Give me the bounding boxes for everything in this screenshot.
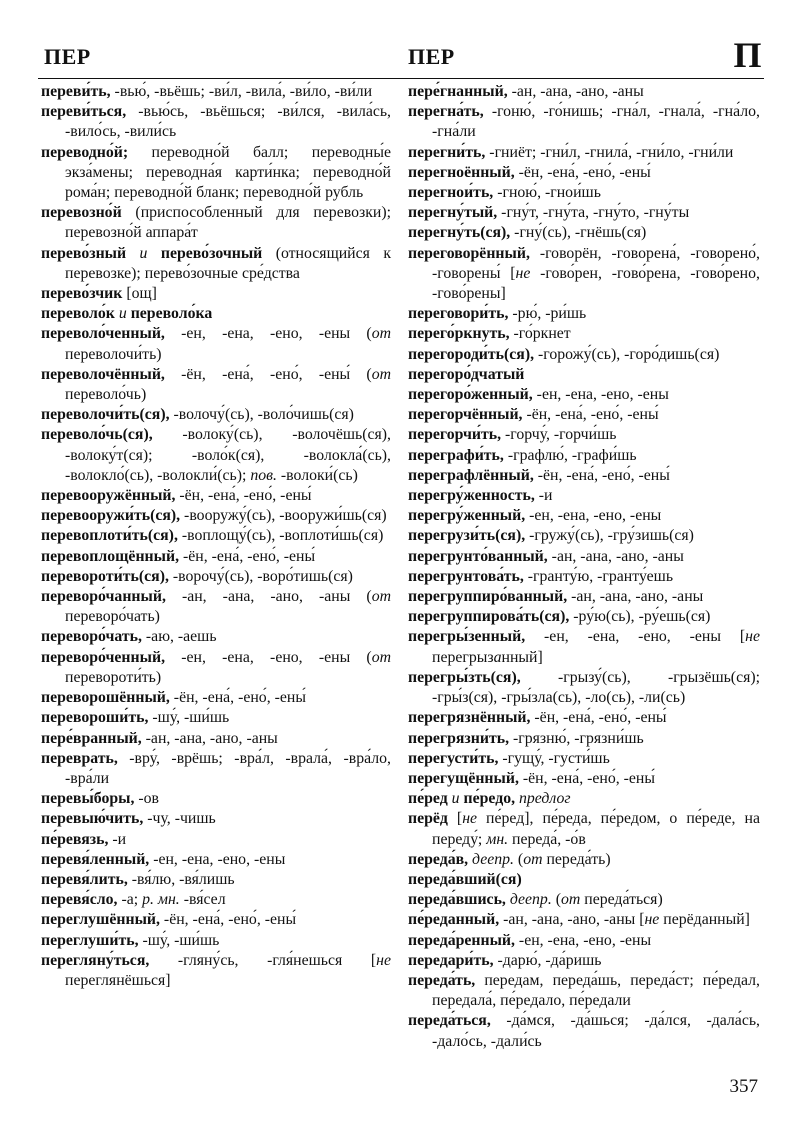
entry-text: перёданный]	[659, 911, 750, 929]
headword: перeграфи́ть,	[408, 446, 504, 464]
dictionary-entry	[41, 82, 391, 102]
dictionary-entry	[408, 729, 760, 749]
headword: переволо́ка	[130, 305, 213, 323]
entry-text: переводно́й балл; переводны́е экза́мены; переводна́я карти́нка; переводно́й рома́н; переводно́й бланк; переводно́й рубль	[65, 143, 391, 202]
dictionary-entry	[408, 789, 760, 809]
dictionary-entry	[41, 910, 391, 930]
headword: перегорчи́ть,	[408, 426, 502, 444]
dictionary-entry	[408, 82, 760, 102]
dictionary-entry	[41, 425, 391, 486]
entry-text: передам, переда́шь, переда́ст; пе́редал, передала́, пе́редало, пе́редали	[432, 971, 760, 1010]
entry-text: -ру́ю(сь), -ру́ешь(ся)	[569, 608, 711, 626]
dictionary-entry	[408, 466, 760, 486]
entry-text: -ён, -ена́, -ено́, -ены́	[530, 709, 667, 727]
headword: переговорённый,	[408, 244, 530, 262]
headword: пе́редо,	[463, 790, 516, 808]
entry-text: -вооружу́(сь), -вооружи́шь(ся)	[180, 507, 387, 525]
dictionary-entry	[408, 587, 760, 607]
headword: перегрунто́ванный,	[408, 547, 548, 565]
headword: перегни́ть,	[408, 143, 486, 161]
entry-text: переволочи́ть)	[65, 345, 162, 363]
dictionary-entry	[408, 324, 760, 344]
headword: перего́ркнуть,	[408, 325, 510, 343]
dictionary-entry	[408, 425, 760, 445]
dictionary-entry	[408, 385, 760, 405]
headword: перегну́тый,	[408, 204, 498, 222]
headword: пе́реданный,	[408, 911, 500, 929]
entry-text: -а;	[117, 891, 143, 909]
headword: перевя́лить,	[41, 870, 128, 888]
entry-text: -чу, -чишь	[143, 810, 216, 828]
headword: переда́ться,	[408, 1012, 491, 1030]
dictionary-entry	[408, 971, 760, 1011]
dictionary-entry	[41, 688, 391, 708]
section-letter: П	[733, 35, 762, 75]
dictionary-entry	[408, 607, 760, 627]
guide-word-left: ПЕР	[44, 44, 91, 69]
dictionary-entry	[41, 547, 391, 567]
headword: перегрязнённый,	[408, 709, 531, 727]
dictionary-entry	[41, 405, 391, 425]
grammar-note: не	[515, 264, 531, 282]
grammar-note: не	[376, 951, 391, 969]
dictionary-entry	[41, 870, 391, 890]
grammar-note: предлог	[515, 790, 571, 808]
headword: переда́в,	[408, 850, 469, 868]
entry-text: -ён, -ена́, -ено́, -ены́	[533, 466, 670, 484]
entry-text: -гною́, -гнои́шь	[493, 184, 601, 202]
headword: перево́зный	[41, 244, 127, 262]
entry-text: -ан, -ана, -ано, -аны	[567, 588, 704, 606]
dictionary-entry	[41, 850, 391, 870]
grammar-note: и	[126, 244, 161, 262]
entry-text: -и	[534, 487, 553, 505]
entry-text: -ен, -ена, -ено, -ены (	[164, 325, 372, 343]
page-number: 357	[729, 1076, 758, 1097]
dictionary-entry	[408, 526, 760, 546]
entry-text: (приспособленный для перевозки); перевозно́й аппара́т	[65, 204, 391, 242]
entry-text: -ан, -ана, -ано, -аны	[547, 547, 684, 565]
headword: перегоро́женный,	[408, 386, 533, 404]
dictionary-entry	[408, 304, 760, 324]
entry-text: -да́мся, -да́шься; -да́лся, -дала́сь, -дало́сь, -дали́сь	[432, 1012, 760, 1050]
headword: переволо́к	[41, 305, 115, 323]
headword: переви́ться,	[41, 103, 127, 121]
dictionary-entry	[41, 506, 391, 526]
grammar-note: деепр.	[468, 850, 514, 868]
entry-text: перегрыз	[432, 648, 494, 666]
entry-text: -вью́, -вьёшь; -ви́л, -вила́, -ви́ло, -ви́ли	[110, 83, 373, 100]
headword: перевя́сло,	[41, 891, 118, 909]
dictionary-entry	[41, 304, 391, 324]
dictionary-entry	[408, 506, 760, 526]
dictionary-entry	[41, 324, 391, 364]
dictionary-entry	[408, 446, 760, 466]
column-left	[41, 82, 391, 991]
grammar-note: и	[114, 305, 131, 323]
entry-text: переда́ться)	[580, 891, 663, 909]
grammar-note: от	[371, 325, 391, 343]
entry-text: нный]	[501, 648, 543, 666]
entry-text: -ён, -ена́, -ено́, -ены́	[159, 911, 297, 929]
headword: переволо́чь(ся),	[41, 426, 153, 444]
dictionary-entry	[408, 345, 760, 365]
headword: перегры́зенный,	[408, 628, 526, 646]
entry-text: -горчу́, -горчи́шь	[501, 426, 617, 444]
entry-text: -говорён, -говорена́, -говорено́, -говорены́ [	[432, 244, 760, 282]
entry-text: -грызу́(сь), -грызёшь(ся); -гры́з(ся), -гры́зла(сь), -ло(сь), -ли(сь)	[432, 668, 760, 707]
headword: перевооружённый,	[41, 487, 176, 505]
headword: перегрязни́ть,	[408, 729, 510, 747]
entry-text: -вя́сел	[179, 891, 226, 909]
headword: переворoти́ть(ся),	[41, 567, 169, 585]
dictionary-entry	[408, 486, 760, 506]
grammar-note: от	[371, 588, 391, 606]
headword: переви́ть,	[41, 83, 111, 100]
dictionary-entry	[41, 587, 391, 627]
dictionary-entry	[408, 567, 760, 587]
dictionary-entry	[408, 668, 760, 708]
entry-text: -ан, -ана, -ано, -аны	[141, 729, 278, 747]
headword: переда́ренный,	[408, 931, 515, 949]
entry-text: -ён, -ена́, -ено́, -ены́	[518, 769, 655, 787]
headword: пе́ревязь,	[41, 830, 109, 848]
entry-text: -воплощу́(сь), -воплоти́шь(ся)	[177, 527, 384, 545]
dictionary-entry	[408, 809, 760, 849]
entry-text: -ён, -ена́, -ено́, -ены́	[175, 487, 312, 505]
headword: переглуши́ть,	[41, 931, 139, 949]
headword: переволочённый,	[41, 365, 165, 383]
headword: перегруппиро́ванный,	[408, 588, 568, 606]
entry-text: -грязню́, -грязни́шь	[509, 729, 644, 747]
headword: переда́вшись,	[408, 891, 506, 909]
dictionary-entry	[408, 1011, 760, 1051]
grammar-note: от	[561, 891, 581, 909]
entry-text: -шу́, -ши́шь	[148, 709, 230, 727]
grammar-note: и	[447, 790, 464, 808]
headword: перeграфлённый,	[408, 466, 534, 484]
grammar-note: не	[745, 628, 760, 646]
entry-text: -гоню́, -го́нишь; -гна́л, -гнала́, -гна́ло, -гна́ли	[432, 103, 760, 141]
entry-text: -гранту́ю, -гранту́ешь	[523, 567, 674, 585]
dictionary-entry	[41, 809, 391, 829]
headword: перевооружи́ть(ся),	[41, 507, 181, 525]
entry-text: (	[513, 850, 524, 868]
headword: переводно́й;	[41, 143, 129, 161]
headword: перегну́ть(ся),	[408, 224, 511, 242]
entry-text: -ён, -ена́, -ено́, -ены́	[179, 547, 316, 565]
column-right	[408, 82, 760, 1052]
dictionary-entry	[41, 830, 391, 850]
dictionary-entry	[408, 223, 760, 243]
headword: перегляну́ться,	[41, 951, 150, 969]
headword: перевя́ленный,	[41, 850, 150, 868]
headword: переволо́ченный,	[41, 325, 165, 343]
dictionary-entry	[41, 951, 391, 991]
headword: перегры́зть(ся),	[408, 668, 521, 686]
entry-text: [ощ]	[122, 285, 157, 303]
entry-text: -ён, -ена́, -ено́, -ены́ (	[164, 365, 372, 383]
grammar-note: а	[493, 648, 502, 666]
dictionary-entry	[41, 627, 391, 647]
dictionary-entry	[41, 729, 391, 749]
headword: перево́зочный	[160, 244, 263, 262]
entry-text: -ворочу́(сь), -воро́тишь(ся)	[168, 567, 353, 585]
headword: переговори́ть,	[408, 305, 509, 323]
entry-text: -гово́рен, -гово́рена, -гово́рено, -гово́рены]	[432, 264, 760, 303]
grammar-note: деепр.	[505, 891, 552, 909]
dictionary-entry	[408, 850, 760, 870]
entry-text: -вру́, -врёшь; -вра́л, -врала́, -вра́ло, -вра́ли	[65, 749, 391, 787]
entry-text: переволо́чь)	[65, 386, 147, 404]
entry-text: (	[551, 891, 561, 909]
dictionary-entry	[41, 749, 391, 789]
headword: перевы́боры,	[41, 790, 135, 808]
entry-text: -гружу́(сь), -гру́зишь(ся)	[525, 527, 694, 545]
dictionary-entry	[408, 163, 760, 183]
entry-text: -ен, -ена, -ено, -ены [	[525, 628, 746, 646]
dictionary-entry	[408, 183, 760, 203]
entry-text: -ен, -ена, -ено, -ены	[532, 386, 669, 404]
entry-text: -горожу́(сь), -горо́дишь(ся)	[534, 345, 720, 363]
entry-text: переда́, -о́в	[508, 830, 586, 848]
entry-text: -ён, -ена́, -ено́, -ены́	[522, 406, 659, 424]
headword: перегоро́дчатый	[408, 365, 525, 383]
entry-text: -вью́сь, -вьёшься; -ви́лся, -вила́сь, -вило́сь, -вили́сь	[65, 103, 391, 141]
entry-text: -волоки́(сь)	[276, 466, 358, 484]
headword: переда́ть,	[408, 971, 476, 989]
entry-text: переглянёшься]	[65, 971, 171, 989]
entry-text: переворoти́ть)	[65, 668, 162, 686]
entry-text: -гну́т, -гну́та, -гну́то, -гну́ты	[497, 204, 690, 222]
headword: переворо́чанный,	[41, 588, 166, 606]
dictionary-entry	[408, 708, 760, 728]
dictionary-entry	[408, 365, 760, 385]
headword: перегусти́ть,	[408, 749, 499, 767]
dictionary-entry	[408, 870, 760, 890]
headword: перегрузи́ть(ся),	[408, 527, 526, 545]
headword: переворо́ченный,	[41, 648, 166, 666]
dictionary-entry	[408, 749, 760, 769]
headword: перевозно́й	[41, 204, 122, 222]
headword: переврать,	[41, 749, 118, 767]
entry-text: -рю́, -ри́шь	[508, 305, 587, 323]
dictionary-entry	[41, 244, 391, 284]
entry-text: -ен, -ена, -ено, -ены	[525, 507, 662, 525]
entry-text: переда́ть)	[542, 850, 611, 868]
page-header	[38, 35, 764, 79]
entry-text: -дарю́, -да́ришь	[493, 951, 602, 969]
dictionary-entry	[41, 526, 391, 546]
grammar-note: от	[371, 365, 391, 383]
headword: переворошённый,	[41, 689, 170, 707]
entry-text: -гниёт; -гни́л, -гнила́, -гни́ло, -гни́ли	[485, 143, 734, 161]
dictionary-entry	[408, 627, 760, 667]
dictionary-entry	[408, 547, 760, 567]
entry-text: -го́ркнет	[509, 325, 571, 343]
entry-text: -шу́, -ши́шь	[138, 931, 220, 949]
entry-text: -и	[108, 830, 127, 848]
dictionary-entry	[408, 931, 760, 951]
guide-word-right: ПЕР	[408, 44, 455, 69]
headword: перегру́женность,	[408, 487, 535, 505]
entry-text: -гляну́сь, -гля́нешься [	[149, 951, 377, 969]
dictionary-entry	[41, 143, 391, 204]
dictionary-entry	[408, 203, 760, 223]
headword: пере́гнанный,	[408, 83, 508, 100]
entry-text: -ов	[134, 790, 160, 808]
headword: перёд	[408, 810, 448, 828]
dictionary-entry	[41, 789, 391, 809]
dictionary-entry	[408, 102, 760, 142]
headword: перевоплощённый,	[41, 547, 180, 565]
grammar-note: не	[644, 911, 660, 929]
headword: перегороди́ть(ся),	[408, 345, 535, 363]
headword: переволочи́ть(ся),	[41, 406, 170, 424]
entry-text: -ан, -ана, -ано, -аны	[507, 83, 644, 100]
entry-text: переворо́чать)	[65, 608, 160, 626]
entry-text: -ён, -ена́, -ено́, -ены́	[514, 163, 651, 181]
dictionary-entry	[408, 951, 760, 971]
entry-text: -волочу́(сь), -воло́чишь(ся)	[169, 406, 354, 424]
grammar-note: мн.	[486, 830, 509, 848]
entry-text: [	[447, 810, 463, 828]
headword: перево́зчик	[41, 285, 123, 303]
headword: перегна́ть,	[408, 103, 484, 121]
headword: перегру́женный,	[408, 507, 526, 525]
headword: перегущённый,	[408, 769, 519, 787]
dictionary-entry	[408, 890, 760, 910]
dictionary-entry	[408, 769, 760, 789]
headword: перегнои́ть,	[408, 184, 494, 202]
headword: пере́вранный,	[41, 729, 142, 747]
entry-text: -графлю́, -графи́шь	[503, 446, 637, 464]
grammar-note: пов.	[250, 466, 277, 484]
headword: переда́вший(ся)	[408, 870, 522, 888]
dictionary-entry	[41, 931, 391, 951]
headword: перевыю́чить,	[41, 810, 144, 828]
entry-text: (относящийся к перевозке); перево́зочные сре́дства	[65, 244, 391, 282]
dictionary-entry	[408, 143, 760, 163]
headword: перегруппирова́ть(ся),	[408, 608, 570, 626]
dictionary-entry	[408, 910, 760, 930]
entry-text: -ан, -ана, -ано, -аны [	[499, 911, 645, 929]
dictionary-entry	[41, 708, 391, 728]
headword: перегрунтова́ть,	[408, 567, 524, 585]
dictionary-entry	[41, 890, 391, 910]
dictionary-entry	[41, 365, 391, 405]
dictionary-entry	[41, 102, 391, 142]
entry-text: -ан, -ана, -ано, -аны (	[165, 588, 372, 606]
grammar-note: от	[523, 850, 543, 868]
headword: передари́ть,	[408, 951, 494, 969]
entry-text: -вя́лю, -вя́лишь	[127, 870, 235, 888]
entry-text: -гущу́, -густи́шь	[498, 749, 610, 767]
dictionary-entry	[41, 486, 391, 506]
entry-text: -ен, -ена, -ено, -ены	[149, 850, 286, 868]
dictionary-entry	[41, 203, 391, 243]
entry-text: -аю, -аешь	[141, 628, 217, 646]
entry-text: -ён, -ена́, -ено́, -ены́	[169, 689, 306, 707]
entry-text: пе́ред], пе́реда, пе́редом, о пе́реде, на переду́;	[432, 810, 760, 848]
headword: перевороши́ть,	[41, 709, 149, 727]
headword: перегноённый,	[408, 163, 515, 181]
grammar-note: от	[371, 648, 391, 666]
dictionary-entry	[408, 405, 760, 425]
grammar-note: р. мн.	[142, 891, 180, 909]
headword: переглушённый,	[41, 911, 160, 929]
headword: переворо́чать,	[41, 628, 142, 646]
headword: пе́ред	[408, 790, 448, 808]
headword: перевоплоти́ть(ся),	[41, 527, 178, 545]
entry-text: -ен, -ена, -ено, -ены (	[165, 648, 372, 666]
entry-text: -ен, -ена, -ено, -ены	[514, 931, 652, 949]
dictionary-entry	[41, 284, 391, 304]
grammar-note: не	[462, 810, 478, 828]
entry-text: -волоку́(сь), -волочёшь(ся), -волоку́т(ся); -воло́к(ся), -волокла́(сь), -волокло́(сь), -волокли́(сь);	[65, 426, 391, 484]
dictionary-entry	[408, 244, 760, 305]
dictionary-entry	[41, 567, 391, 587]
dictionary-entry	[41, 648, 391, 688]
entry-text: -гну́(сь), -гнёшь(ся)	[510, 224, 647, 242]
headword: перегорчённый,	[408, 406, 523, 424]
